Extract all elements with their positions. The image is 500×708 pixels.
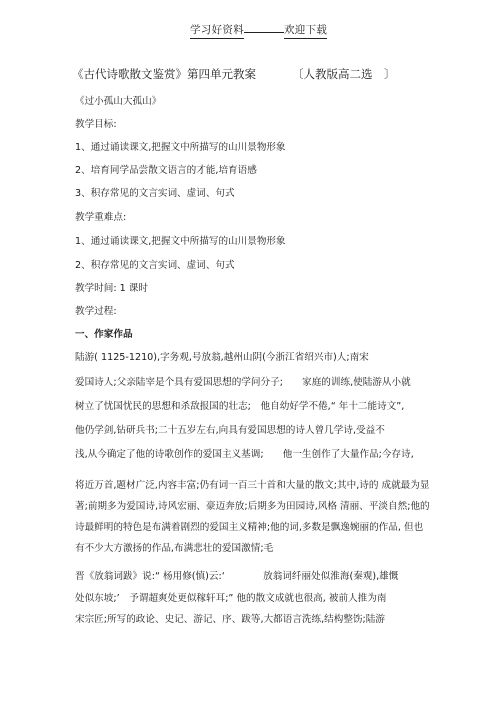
page-header	[190, 22, 327, 39]
title-edition: 〔人教版高二选 〕	[292, 67, 396, 81]
teaching-time: 教学时间: 1 课时	[75, 283, 148, 294]
header-right-text: 欢迎下载	[284, 22, 327, 39]
focus-heading: 教学重难点:	[75, 212, 127, 223]
paragraph-line: 将近万首,题材广泛,内容丰富;仍有词一百三十首和大量的散文;其中,诗的 成就最为显	[75, 480, 430, 491]
paragraph-line: 爱国诗人;父亲陆宰是个具有爱国思想的学问分子; 家庭的训练,使陆游从小就	[75, 377, 411, 388]
document-title	[72, 68, 396, 80]
goal-item-2: 2、培育同学品尝散文语言的才能,培育语感	[75, 165, 257, 176]
goal-item-1: 1、通过诵读课文,把握文中所描写的山川景物形象	[75, 142, 286, 153]
title-text: 《古代诗歌散文鉴赏》第四单元教案	[72, 67, 256, 81]
paragraph-line: 著;前期多为爱国诗,诗风宏丽、豪迈奔放;后期多为田园诗,风格 清丽、平淡自然;他的	[75, 501, 430, 512]
paragraph-line: 浅,从今确定了他的诗歌创作的爱国主义基调; 他一生创作了大量作品;今存诗,	[75, 449, 414, 460]
header-left-text: 学习好资料	[190, 22, 244, 39]
paragraph-line: 树立了忧国忧民的思想和杀敌报国的壮志; 他自幼好学不倦,“ 年十二能诗文”,	[75, 401, 405, 412]
paragraph-line: 宋宗匠;所写的政论、史记、游记、序、跋等,大都语言洗练,结构整饬;陆游	[75, 614, 385, 625]
section-heading: 一、作家作品	[75, 329, 133, 340]
focus-item-1: 1、通过诵读课文,把握文中所描写的山川景物形象	[75, 236, 286, 247]
goals-heading: 教学目标:	[75, 119, 117, 130]
paragraph-line: 陆游( 1125-1210),字务观,号放翁,越州山阴(今浙江省绍兴市)人;南宋	[75, 352, 369, 363]
paragraph-line: 有不少大方激扬的作品,布满悲壮的爱国激情;毛	[75, 543, 274, 554]
focus-item-2: 2、积存常见的文言实词、虚词、句式	[75, 260, 235, 271]
paragraph-line: 处似东坡;’ 予谓超爽处更似稼轩耳;” 他的散文成就也很高, 被前人推为南	[75, 593, 387, 604]
paragraph-line: 诗最鲜明的特色是布满着剧烈的爱国主义精神;他的词,多数是飘逸婉丽的作品, 但也	[75, 522, 424, 533]
paragraph-line: 晋《放翁词跋》说:“ 杨用修(慎)云:‘ 放翁词纤丽处似淮海(秦观),雄慨	[75, 571, 399, 582]
goal-item-3: 3、积存常见的文言实词、虚词、句式	[75, 188, 235, 199]
lesson-subtitle: 《过小孤山大孤山》	[75, 96, 162, 107]
process-heading: 教学过程:	[75, 306, 117, 317]
paragraph-line: 他仍学剑,钻研兵书;二十五岁左右,向具有爱国思想的诗人曾几学诗,受益不	[75, 425, 385, 436]
